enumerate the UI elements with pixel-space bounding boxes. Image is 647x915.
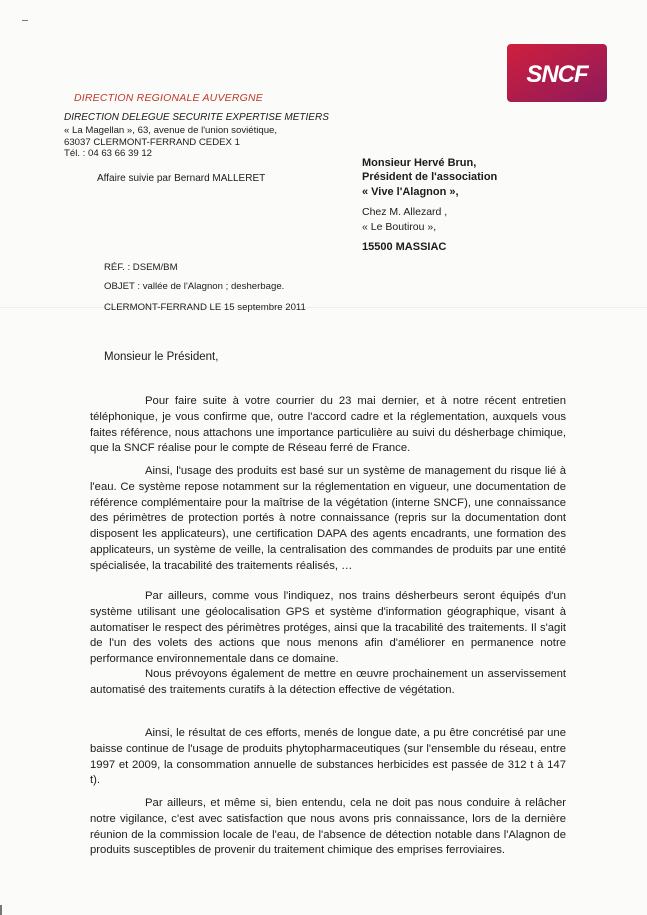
scan-speck xyxy=(22,20,28,21)
affaire-suivie: Affaire suivie par Bernard MALLERET xyxy=(97,173,266,184)
paper-fold-line xyxy=(0,307,647,308)
sender-address-line: « La Magellan », 63, avenue de l'union soviétique, xyxy=(64,125,278,136)
body-paragraph: Pour faire suite à votre courrier du 23 mai dernier, et à notre récent entretien téléphonique, je vous confirme que, outre l'accord cadre et la réglementation, auxquels vous faites référence, nous attachons une importance particulière au suivi du désherbage chimique, que la SNCF réalise pour le compte de Réseau ferré de France. xyxy=(90,395,566,455)
objet: OBJET : vallée de l'Alagnon ; desherbage. xyxy=(104,281,285,292)
recipient-chez: Chez M. Allezard , xyxy=(362,206,448,218)
recipient-association: « Vive l'Alagnon », xyxy=(362,186,459,198)
svg-text:SNCF: SNCF xyxy=(526,61,588,88)
direction-delegue: DIRECTION DELEGUE SECURITE EXPERTISE METIERS xyxy=(64,112,329,123)
sncf-logo xyxy=(507,44,607,102)
body-paragraph: Ainsi, l'usage des produits est basé sur un système de management du risque lié à l'eau. Ce système repose notamment sur la réglementation en vigueur, une documentation de référence complémentaire pour la maîtrise de la végétation (interne SNCF), une connaissance des périmètres de protection portés à notre connaissance (repris sur la documentation dont disposent les applicateurs), une certification DAPA des agents encadrants, une formation des applicateurs, un système de veille, la centralisation des commandes de produits par une entité spécialisée, la tracabilité des traitements réalisés, … xyxy=(90,465,566,572)
sender-address-line: 63037 CLERMONT-FERRAND CEDEX 1 xyxy=(64,137,240,148)
body-paragraph: Par ailleurs, comme vous l'indiquez, nos trains désherbeurs seront équipés d'un système utilisant une géolocalisation GPS et système d'information géographique, visant à automatiser le respect des périmètres protéges, ainsi que la tracabilité des traitements. Il s'agit de l'un des volets des actions que nous menons afin d'améliorer en permanence notre performance environnementale dans ce domaine. xyxy=(90,590,566,666)
recipient-name: Monsieur Hervé Brun, xyxy=(362,157,477,169)
reference: RÉF. : DSEM/BM xyxy=(104,262,178,273)
place-date: CLERMONT-FERRAND LE 15 septembre 2011 xyxy=(104,302,306,313)
direction-regionale: DIRECTION REGIONALE AUVERGNE xyxy=(74,92,263,104)
scan-edge-mark xyxy=(0,905,2,915)
recipient-place: « Le Boutirou », xyxy=(362,221,437,233)
recipient-role: Président de l'association xyxy=(362,171,498,183)
recipient-city: 15500 MASSIAC xyxy=(362,241,447,253)
body-paragraph: Nous prévoyons également de mettre en œuvre prochainement un asservissement automatisé des traitements curatifs à la détection effective de végétation. xyxy=(90,668,566,696)
body-paragraph: Ainsi, le résultat de ces efforts, menés de longue date, a pu être concrétisé par une baisse continue de l'usage de produits phytopharmaceutiques (sur l'ensemble du réseau, entre 1997 et 2009, la consommation annuelle de substances herbicides est passée de 312 t à 147 t). xyxy=(90,727,566,787)
body-paragraph: Par ailleurs, et même si, bien entendu, cela ne doit pas nous conduire à relâcher notre vigilance, c'est avec satisfaction que nous avons pris connaissance, lors de la dernière réunion de la commission locale de l'eau, de l'absence de détection notable dans l'Alagnon de produits susceptibles de provenir du traitement chimique des emprises ferroviaires. xyxy=(90,797,566,857)
salutation: Monsieur le Président, xyxy=(104,351,219,363)
sender-phone: Tél. : 04 63 66 39 12 xyxy=(64,148,153,159)
